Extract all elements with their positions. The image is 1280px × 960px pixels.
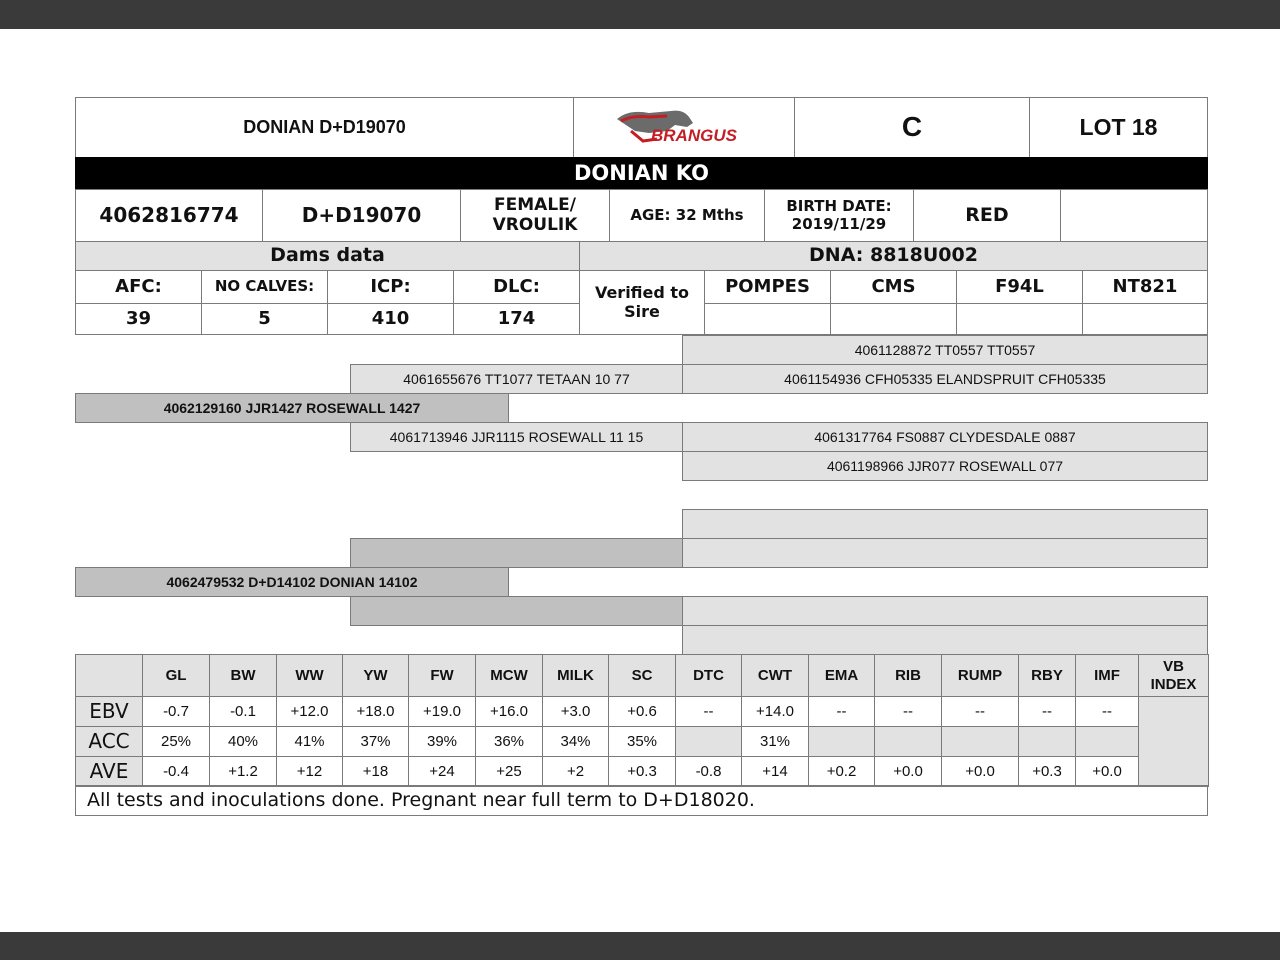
dams-value-no-calves: 5	[201, 303, 328, 335]
ebv-col-mcw: MCW	[475, 654, 543, 697]
ebv-cell: 31%	[741, 726, 809, 757]
pedigree-dam-sire-dam	[682, 538, 1208, 568]
birth-date-value: 2019/11/29	[791, 214, 887, 233]
dna-result-nt821	[1082, 303, 1208, 335]
ebv-cell: +2	[542, 756, 609, 787]
pedigree-dam-sire-sire	[682, 509, 1208, 539]
dams-header-no-calves: NO CALVES:	[201, 270, 328, 304]
ebv-cell: +14.0	[741, 696, 809, 727]
ebv-col-ema: EMA	[808, 654, 875, 697]
bottom-frame-bar	[0, 932, 1280, 960]
dna-test-cms: CMS	[830, 270, 957, 304]
ebv-cell: +0.2	[808, 756, 875, 787]
ebv-col-dtc: DTC	[675, 654, 742, 697]
ebv-col-gl: GL	[142, 654, 210, 697]
ebv-cell: +3.0	[542, 696, 609, 727]
pedigree-sire-dam: 4061713946 JJR1115 ROSEWALL 11 15	[350, 422, 683, 452]
dna-result-cms	[830, 303, 957, 335]
pedigree-sire-dam-dam: 4061198966 JJR077 ROSEWALL 077	[682, 451, 1208, 481]
vb-index-line1: VB	[1163, 658, 1184, 676]
pedigree-sire: 4062129160 JJR1427 ROSEWALL 1427	[75, 393, 509, 423]
top-frame-bar	[0, 0, 1280, 29]
sex-line1: FEMALE/	[494, 194, 576, 215]
ebv-cell: +19.0	[408, 696, 476, 727]
ebv-cell: +12	[276, 756, 343, 787]
verified-to-sire	[579, 270, 705, 335]
pedigree-dam-sire	[350, 538, 683, 568]
dams-data-title: Dams data	[75, 241, 580, 271]
ebv-cell: +0.3	[1018, 756, 1076, 787]
ebv-cell: -0.8	[675, 756, 742, 787]
verified-line2: Sire	[624, 301, 660, 321]
verified-line1: Verified to	[594, 283, 690, 303]
extra-field	[1060, 189, 1208, 242]
ebv-cell: --	[675, 696, 742, 727]
dna-test-f94l: F94L	[956, 270, 1083, 304]
ebv-col-rib: RIB	[874, 654, 942, 697]
dna-test-nt821: NT821	[1082, 270, 1208, 304]
ebv-cell: +14	[741, 756, 809, 787]
vb-index-line2: INDEX	[1150, 675, 1197, 693]
ebv-cell: +0.0	[941, 756, 1019, 787]
ebv-cell: +0.6	[608, 696, 676, 727]
ebv-cell: 34%	[542, 726, 609, 757]
ebv-cell: +0.3	[608, 756, 676, 787]
ebv-col-rump: RUMP	[941, 654, 1019, 697]
dams-value-icp: 410	[327, 303, 454, 335]
ebv-col-imf: IMF	[1075, 654, 1139, 697]
dna-result-f94l	[956, 303, 1083, 335]
ebv-cell	[874, 726, 942, 757]
banner-name: DONIAN KO	[75, 157, 1208, 190]
pedigree-dam-dam-dam	[682, 625, 1208, 655]
ebv-cell: 25%	[142, 726, 210, 757]
dams-header-icp: ICP:	[327, 270, 454, 304]
ebv-corner	[75, 654, 143, 697]
ebv-cell: +1.2	[209, 756, 277, 787]
dams-value-dlc: 174	[453, 303, 580, 335]
ebv-cell: --	[874, 696, 942, 727]
ebv-vb-index-value	[1138, 696, 1209, 787]
ebv-cell: 36%	[475, 726, 543, 757]
ebv-cell: +12.0	[276, 696, 343, 727]
lot-number: LOT 18	[1029, 97, 1208, 158]
ebv-row-label-acc: ACC	[75, 726, 143, 757]
ebv-cell: 35%	[608, 726, 676, 757]
ebv-cell: --	[1075, 696, 1139, 727]
ebv-cell: -0.1	[209, 696, 277, 727]
sex-line2: VROULIK	[492, 214, 578, 235]
birth-date-label: BIRTH DATE:	[786, 197, 892, 216]
ebv-col-yw: YW	[342, 654, 409, 697]
ebv-cell	[941, 726, 1019, 757]
pedigree-sire-sire-dam: 4061154936 CFH05335 ELANDSPRUIT CFH05335	[682, 364, 1208, 394]
ebv-cell: --	[941, 696, 1019, 727]
animal-name: DONIAN D+D19070	[75, 97, 574, 158]
ebv-cell: +0.0	[874, 756, 942, 787]
birth-date-field	[764, 189, 914, 242]
ebv-cell: +0.0	[1075, 756, 1139, 787]
notes: All tests and inoculations done. Pregnant near full term to D+D18020.	[75, 785, 1208, 816]
ebv-col-ww: WW	[276, 654, 343, 697]
ebv-row-label-ave: AVE	[75, 756, 143, 787]
ebv-cell	[1018, 726, 1076, 757]
ebv-cell	[1075, 726, 1139, 757]
logo-text: BRANGUS	[651, 125, 737, 145]
dams-header-dlc: DLC:	[453, 270, 580, 304]
ebv-cell: +18	[342, 756, 409, 787]
ebv-col-bw: BW	[209, 654, 277, 697]
registration-number: D+D19070	[262, 189, 461, 242]
pedigree-sire-dam-sire: 4061317764 FS0887 CLYDESDALE 0887	[682, 422, 1208, 452]
pedigree-sire-sire-sire: 4061128872 TT0557 TT0557	[682, 335, 1208, 365]
ebv-cell: +16.0	[475, 696, 543, 727]
dams-header-afc: AFC:	[75, 270, 202, 304]
color-field: RED	[913, 189, 1061, 242]
sex-field	[460, 189, 610, 242]
dna-test-pompes: POMPES	[704, 270, 831, 304]
ebv-cell: 40%	[209, 726, 277, 757]
ebv-col-cwt: CWT	[741, 654, 809, 697]
id-number: 4062816774	[75, 189, 263, 242]
grade: C	[794, 97, 1030, 158]
ebv-cell: +25	[475, 756, 543, 787]
age-field: AGE: 32 Mths	[609, 189, 765, 242]
ebv-cell: 39%	[408, 726, 476, 757]
ebv-cell: --	[808, 696, 875, 727]
brangus-logo	[573, 97, 795, 158]
ebv-row-label-ebv: EBV	[75, 696, 143, 727]
ebv-cell	[675, 726, 742, 757]
ebv-col-milk: MILK	[542, 654, 609, 697]
pedigree-dam-dam	[350, 596, 683, 626]
ebv-col-vb-index	[1138, 654, 1209, 697]
dna-title: DNA: 8818U002	[579, 241, 1208, 271]
ebv-cell: +24	[408, 756, 476, 787]
pedigree-dam-dam-sire	[682, 596, 1208, 626]
ebv-col-sc: SC	[608, 654, 676, 697]
ebv-cell: +18.0	[342, 696, 409, 727]
ebv-col-fw: FW	[408, 654, 476, 697]
ebv-cell: 41%	[276, 726, 343, 757]
pedigree-sire-sire: 4061655676 TT1077 TETAAN 10 77	[350, 364, 683, 394]
ebv-cell: --	[1018, 696, 1076, 727]
dna-result-pompes	[704, 303, 831, 335]
dams-value-afc: 39	[75, 303, 202, 335]
pedigree-dam: 4062479532 D+D14102 DONIAN 14102	[75, 567, 509, 597]
ebv-cell	[808, 726, 875, 757]
ebv-cell: -0.4	[142, 756, 210, 787]
ebv-cell: 37%	[342, 726, 409, 757]
ebv-col-rby: RBY	[1018, 654, 1076, 697]
ebv-cell: -0.7	[142, 696, 210, 727]
